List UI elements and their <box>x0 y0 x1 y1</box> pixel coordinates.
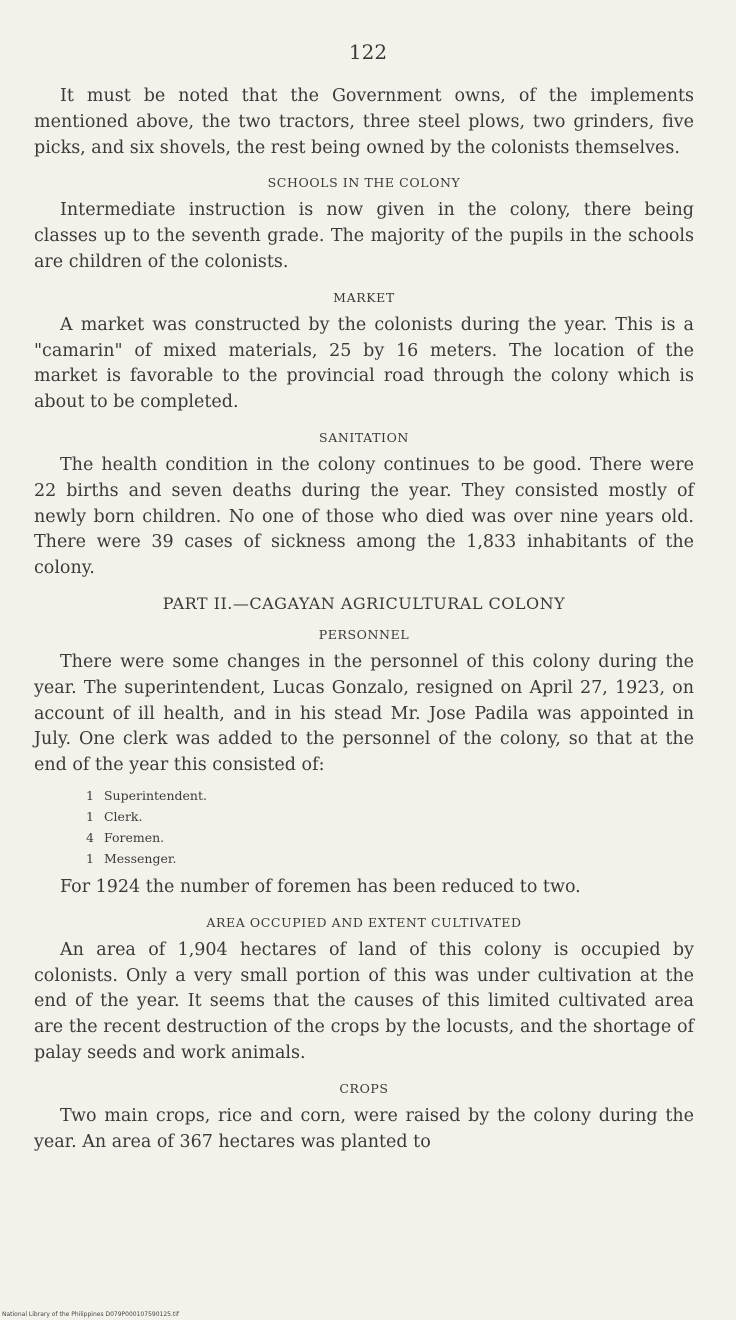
paragraph-area: An area of 1,904 hectares of land of this colony is occupied by colonists. Only a very small portion of this was under cultivation at the end of the year. It seems that the causes of this limited cultivated area are the recent destruction of the crops by the locusts, and the shortage of palay seeds and work animals. <box>34 939 694 1063</box>
paragraph-sanitation: The health condition in the colony continues to be good. There were 22 births and seven deaths during the year. They consisted mostly of newly born children. No one of those who died was over nine years old. There were 39 cases of sickness among the 1,833 inhabitants of the colony. <box>34 454 694 579</box>
scan-footer: National Library of the Philippines D079P000107590125.tif <box>2 1311 180 1318</box>
paragraph-implements: It must be noted that the Government owns, of the implements mentioned above, the two tractors, three steel plows, two grinders, five picks, and six shovels, the rest being owned by the colonists themselves. <box>34 86 694 158</box>
personnel-list <box>86 785 694 869</box>
part-title: PART II.—CAGAYAN AGRICULTURAL COLONY <box>162 593 566 613</box>
page-number: 122 <box>348 40 388 64</box>
paragraph-schools: Intermediate instruction is now given in the colony, there being classes up to the seventh grade. The majority of the pupils in the schools are children of the colonists. <box>34 200 694 272</box>
paragraph-market: A market was constructed by the colonists during the year. This is a "camarin" of mixed materials, 25 by 16 meters. The location of the market is favorable to the provincial road through the colony which is about to be completed. <box>34 314 694 413</box>
list-item: 1 Clerk. <box>86 808 143 824</box>
page-body <box>34 84 694 1155</box>
heading-sanitation: SANITATION <box>319 429 409 445</box>
heading-market: MARKET <box>333 289 395 305</box>
heading-crops: CROPS <box>339 1080 389 1096</box>
heading-area: AREA OCCUPIED AND EXTENT CULTIVATED <box>206 914 522 930</box>
list-item: 1 Messenger. <box>86 850 177 866</box>
paragraph-crops: Two main crops, rice and corn, were raised by the colony during the year. An area of 367 hectares was planted to <box>34 1105 694 1152</box>
heading-personnel: PERSONNEL <box>318 626 410 642</box>
paragraph-foremen: For 1924 the number of foremen has been reduced to two. <box>60 876 581 897</box>
list-item: 4 Foremen. <box>86 829 165 845</box>
heading-schools: SCHOOLS IN THE COLONY <box>267 175 461 191</box>
paragraph-personnel: There were some changes in the personnel of this colony during the year. The superintendent, Lucas Gonzalo, resigned on April 27, 1923, on account of ill health, and in his stead Mr. Jose Padila was appointed in July. One clerk was added to the personnel of the colony, so that at the end of the year this consisted of: <box>34 651 694 776</box>
list-item: 1 Superintendent. <box>86 787 207 803</box>
